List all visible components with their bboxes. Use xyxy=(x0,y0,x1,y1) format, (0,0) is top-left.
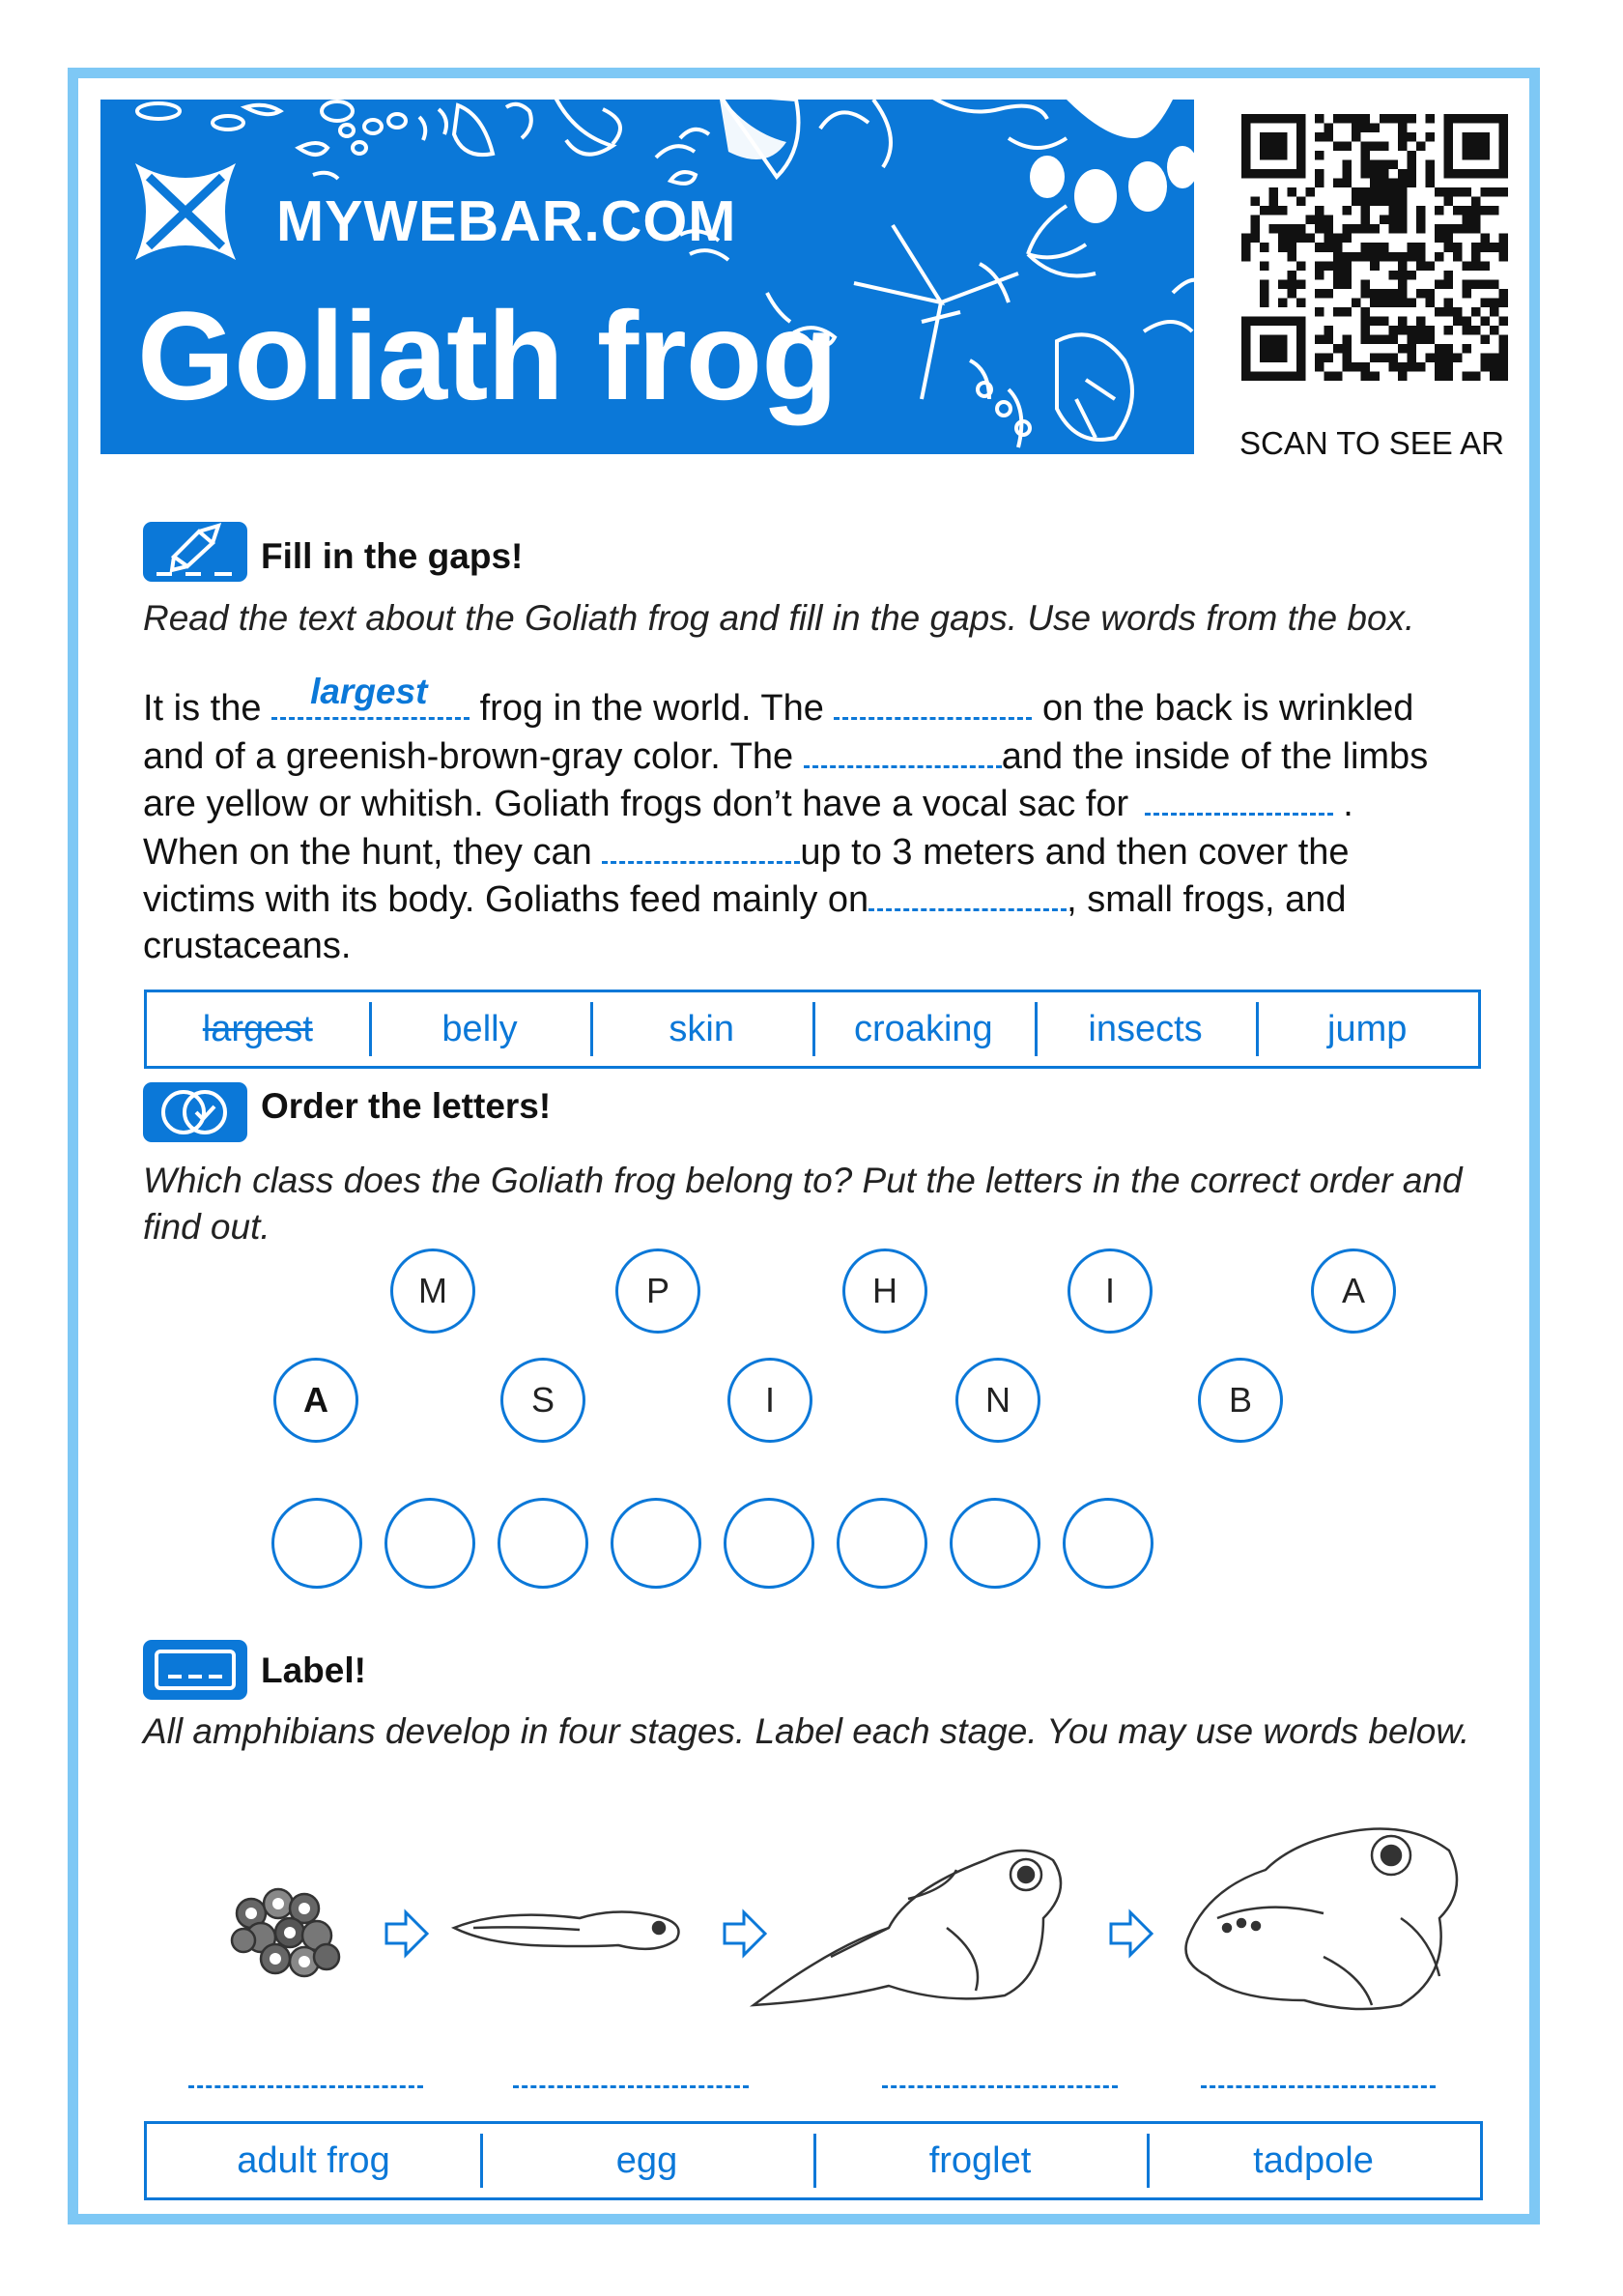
text-segment: It is the xyxy=(143,688,262,729)
label-box-icon xyxy=(143,1640,247,1700)
label-heading: Label! xyxy=(261,1650,366,1690)
answer-slot[interactable] xyxy=(498,1498,588,1589)
answer-slot[interactable] xyxy=(1063,1498,1153,1589)
qr-caption: SCAN TO SEE AR xyxy=(1239,425,1504,461)
letter-circle[interactable]: I xyxy=(1068,1248,1153,1334)
gap-1[interactable] xyxy=(271,672,470,720)
fill-gaps-text xyxy=(143,672,1495,969)
qr-code[interactable] xyxy=(1241,114,1508,381)
text-segment: on the back is wrinkled xyxy=(1042,688,1414,729)
letter-circle[interactable]: I xyxy=(727,1358,812,1443)
label-blank[interactable] xyxy=(513,2085,749,2088)
word-bank-item[interactable]: insects xyxy=(1035,992,1257,1066)
brand-name: MYWEBAR.COM xyxy=(276,189,737,253)
word-bank-item[interactable]: jump xyxy=(1256,992,1478,1066)
word-bank xyxy=(144,990,1481,1069)
text-segment: When on the hunt, they can xyxy=(143,831,592,873)
gap-5[interactable] xyxy=(602,828,800,864)
pencil-icon xyxy=(143,522,247,582)
answer-slot[interactable] xyxy=(384,1498,475,1589)
letter-circle[interactable]: A xyxy=(1311,1248,1396,1334)
label-blank[interactable] xyxy=(1201,2085,1436,2088)
letter-circle[interactable]: A xyxy=(273,1358,358,1443)
text-segment: up to 3 meters and then cover the xyxy=(800,831,1350,873)
label-word-bank xyxy=(144,2121,1483,2200)
fill-gaps-instruction: Read the text about the Goliath frog and fill in the gaps. Use words from the box. xyxy=(143,598,1415,638)
label-word-item[interactable]: adult frog xyxy=(237,2140,390,2181)
fill-gaps-heading: Fill in the gaps! xyxy=(261,536,524,576)
text-segment: are yellow or whitish. Goliath frogs don’t have a vocal sac for xyxy=(143,784,1129,824)
text-segment: . xyxy=(1343,784,1353,824)
label-word-item[interactable]: froglet xyxy=(813,2124,1147,2197)
brand-logo-icon xyxy=(128,154,243,270)
answer-slot[interactable] xyxy=(950,1498,1040,1589)
letter-circle[interactable]: P xyxy=(615,1248,700,1334)
label-word-item[interactable]: tadpole xyxy=(1147,2124,1480,2197)
text-segment: frog in the world. The xyxy=(470,688,824,729)
arrow-right-icon xyxy=(725,1912,765,1955)
gap-2[interactable] xyxy=(834,684,1032,720)
page-title: Goliath frog xyxy=(137,285,838,426)
letter-circle[interactable]: H xyxy=(842,1248,927,1334)
letter-circle[interactable]: S xyxy=(500,1358,585,1443)
text-segment: , small frogs, and xyxy=(1067,879,1347,920)
word-bank-item[interactable]: croaking xyxy=(812,992,1035,1066)
tadpole-drawing xyxy=(454,1911,679,1948)
label-word-item[interactable]: egg xyxy=(480,2124,813,2197)
letter-circle[interactable]: M xyxy=(390,1248,475,1334)
life-cycle-illustration xyxy=(213,1783,1468,2015)
gap-4[interactable] xyxy=(1145,780,1333,816)
text-segment: and of a greenish-brown-gray color. The xyxy=(143,735,794,777)
letter-circle[interactable]: B xyxy=(1198,1358,1283,1443)
arrow-right-icon xyxy=(386,1912,427,1955)
answer-slot[interactable] xyxy=(724,1498,814,1589)
word-bank-item[interactable]: skin xyxy=(590,992,812,1066)
letter-circle[interactable]: N xyxy=(955,1358,1040,1443)
froglet-drawing xyxy=(754,1851,1061,2005)
answer-slot[interactable] xyxy=(837,1498,927,1589)
order-letters-heading: Order the letters! xyxy=(261,1086,552,1126)
word-bank-item[interactable]: largest xyxy=(202,1009,313,1049)
adult-frog-drawing xyxy=(1186,1829,1458,2010)
word-bank-item[interactable]: belly xyxy=(369,992,591,1066)
label-blank[interactable] xyxy=(882,2085,1118,2088)
text-segment: crustaceans. xyxy=(143,925,352,966)
header-banner xyxy=(100,100,1194,454)
order-letters-instruction: Which class does the Goliath frog belong to? Put the letters in the correct order and find out. xyxy=(143,1161,1463,1247)
circles-check-icon xyxy=(143,1082,247,1142)
gap-3[interactable] xyxy=(804,732,1002,768)
answer-slot[interactable] xyxy=(271,1498,362,1589)
label-instruction: All amphibians develop in four stages. Label each stage. You may use words below. xyxy=(143,1711,1470,1751)
gap-6[interactable] xyxy=(868,875,1067,911)
arrow-right-icon xyxy=(1111,1912,1152,1955)
answer-slot[interactable] xyxy=(611,1498,701,1589)
egg-cluster-icon xyxy=(232,1889,339,1976)
text-segment: victims with its body. Goliaths feed mainly on xyxy=(143,879,869,920)
gap-1-answer: largest xyxy=(310,672,428,711)
label-blank[interactable] xyxy=(188,2085,423,2088)
text-segment: and the inside of the limbs xyxy=(1001,735,1429,777)
